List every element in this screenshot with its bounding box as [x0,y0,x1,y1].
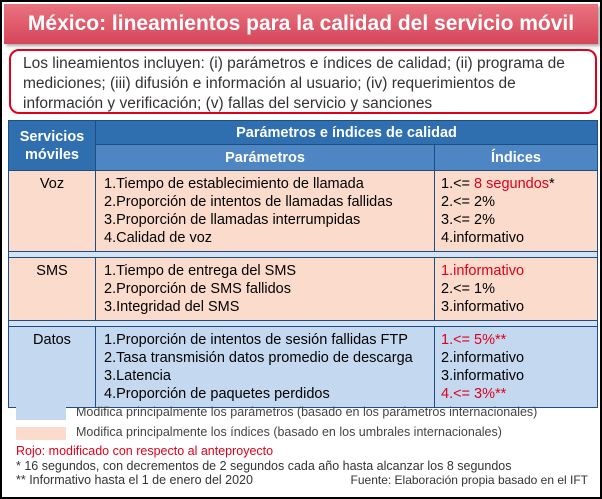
param-item: 4.Calidad de voz [104,230,213,246]
table-row-datos [9,327,598,408]
header-indices: Índices [435,145,598,171]
legend-swatch-peach [16,427,66,440]
note-double-star: ** Informativo hasta el 1 de enero del 2020 [16,473,253,487]
indices-cell [435,327,598,408]
index-item: 1.informativo [441,263,525,279]
table-row-sms [9,258,598,321]
index-red-value: 8 segundos [470,176,550,192]
param-item: 4.Proporción de paquetes perdidos [104,386,330,402]
param-item: 1.Proporción de intentos de sesión fallidas FTP [104,332,408,348]
param-item: 2.Tasa transmisión datos promedio de descarga [104,350,413,366]
service-cell: Datos [9,327,96,408]
param-item: 1.Tiempo de entrega del SMS [104,263,297,279]
param-item: 2.Proporción de intentos de llamadas fallidas [104,194,393,210]
params-cell [96,171,435,252]
note-star: * 16 segundos, con decrementos de 2 segundos cada año hasta alcanzar los 8 segundos [16,459,512,473]
index-item: 2.<= 2% [441,194,496,210]
index-star: * [549,176,555,192]
legend-blue-label: Modifica principalmente los parámetros (basado en los parámetros internacionales) [76,405,538,419]
note-red: Rojo: modificado con respecto al anteproyecto [16,444,274,458]
index-item: 3.informativo [441,299,525,315]
service-cell: SMS [9,258,96,321]
service-cell: Voz [9,171,96,252]
intro-box: Los lineamientos incluyen: (i) parámetros e índices de calidad; (ii) programa de mediciones; (iii) difusión e información al usuario; (iv) requerimientos de información y verificación; (v) fallas del servicio y sanciones [9,49,597,114]
index-item: 2.informativo [441,350,525,366]
index-item: 4.<= 3%** [441,386,507,402]
index-item [441,175,592,193]
param-item: 1.Tiempo de establecimiento de llamada [104,176,364,192]
param-item: 3.Proporción de llamadas interrumpidas [104,212,361,228]
param-item: 3.Latencia [104,368,171,384]
header-services: Servicios móviles [9,121,96,171]
header-group: Parámetros e índices de calidad [96,121,598,145]
indices-cell [435,258,598,321]
quality-table [8,120,598,408]
index-prefix: 1.<= [441,176,471,192]
index-item: 3.informativo [441,368,525,384]
header-params: Parámetros [96,145,435,171]
indices-cell [435,171,598,252]
index-item: 1.<= 5%** [441,332,507,348]
legend-swatch-blue [16,407,66,420]
table-row-voz [9,171,598,252]
params-cell [96,258,435,321]
param-item: 3.Integridad del SMS [104,299,240,315]
params-cell [96,327,435,408]
param-item: 2.Proporción de SMS fallidos [104,281,291,297]
index-item: 2.<= 1% [441,281,496,297]
source-note: Fuente: Elaboración propia basado en el IFT [350,473,588,487]
index-item: 4.informativo [441,230,525,246]
index-item: 3.<= 2% [441,212,496,228]
slide-title: México: lineamientos para la calidad del servicio móvil [4,4,598,44]
legend-peach-label: Modifica principalmente los índices (basado en los umbrales internacionales) [76,425,502,439]
